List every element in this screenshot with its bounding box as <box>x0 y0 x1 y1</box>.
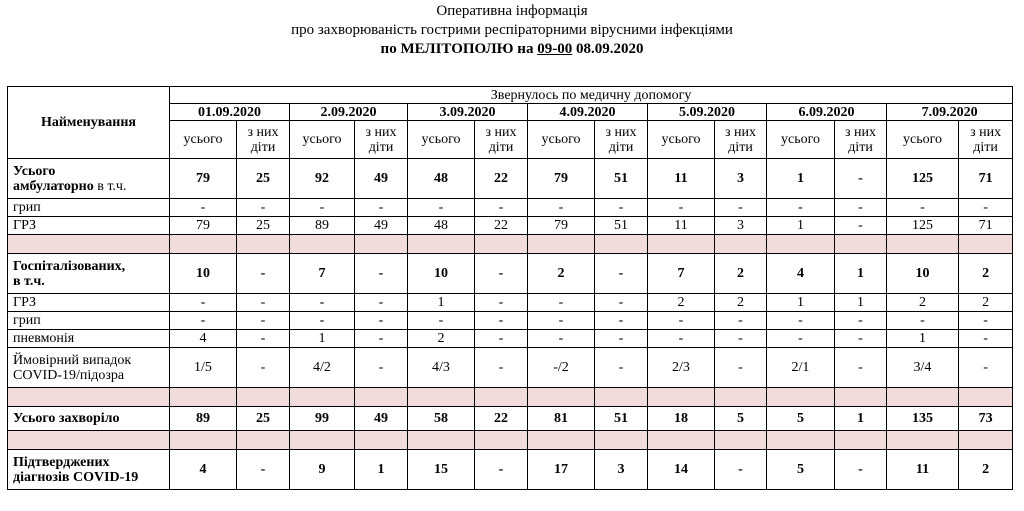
table-row <box>8 407 1013 431</box>
data-cell: 2 <box>715 294 767 312</box>
separator-cell <box>715 431 767 450</box>
subheader-children: з них діти <box>355 121 408 159</box>
subheader-children: з них діти <box>959 121 1013 159</box>
row-label <box>8 217 170 235</box>
data-cell: - <box>528 312 595 330</box>
date-header: 5.09.2020 <box>648 104 767 121</box>
data-cell: - <box>595 254 648 294</box>
data-cell: 2 <box>959 254 1013 294</box>
data-cell: - <box>648 312 715 330</box>
data-cell: 2 <box>959 294 1013 312</box>
table-group-header-row <box>8 87 1013 104</box>
data-cell: - <box>290 199 355 217</box>
data-cell: 25 <box>237 407 290 431</box>
data-cell: - <box>835 217 887 235</box>
separator-cell <box>408 388 475 407</box>
data-cell: 79 <box>170 159 237 199</box>
data-cell: - <box>475 348 528 388</box>
data-cell: - <box>408 199 475 217</box>
data-cell: 79 <box>170 217 237 235</box>
separator-cell <box>170 431 237 450</box>
separator-cell <box>475 388 528 407</box>
data-cell: 14 <box>648 450 715 490</box>
data-cell: 81 <box>528 407 595 431</box>
date-header: 01.09.2020 <box>170 104 290 121</box>
data-cell: 2 <box>887 294 959 312</box>
separator-cell <box>237 388 290 407</box>
data-cell: 1 <box>767 217 835 235</box>
separator-cell <box>475 235 528 254</box>
subheader-total: усього <box>170 121 237 159</box>
row-label-line1: Підтверджених <box>13 454 110 470</box>
table-row <box>8 312 1013 330</box>
separator-cell <box>170 235 237 254</box>
row-label <box>8 330 170 348</box>
data-cell: - <box>475 199 528 217</box>
data-cell: 4/2 <box>290 348 355 388</box>
data-cell: 9 <box>290 450 355 490</box>
data-cell: - <box>237 450 290 490</box>
table-row <box>8 330 1013 348</box>
separator-cell <box>528 235 595 254</box>
separator-cell <box>170 388 237 407</box>
separator-cell <box>648 388 715 407</box>
separator-row <box>8 388 1013 407</box>
data-cell: - <box>237 312 290 330</box>
header-location: по МЕЛІТОПОЛЮ на <box>380 41 538 57</box>
row-label-line1: Усього <box>13 163 56 179</box>
subheader-children: з них діти <box>475 121 528 159</box>
morbidity-table <box>7 86 1013 490</box>
data-cell: - <box>715 330 767 348</box>
data-cell: 51 <box>595 159 648 199</box>
separator-cell <box>8 235 170 254</box>
data-cell: - <box>715 199 767 217</box>
separator-cell <box>595 388 648 407</box>
data-cell: - <box>355 312 408 330</box>
row-label-line1: Госпіталізованих, <box>13 258 126 274</box>
separator-cell <box>8 431 170 450</box>
separator-cell <box>767 235 835 254</box>
data-cell: 1 <box>835 294 887 312</box>
data-cell: - <box>767 312 835 330</box>
row-label-line1: Ймовірний випадок <box>13 352 132 368</box>
row-label-line1: грип <box>13 200 41 215</box>
data-cell: 4 <box>170 450 237 490</box>
separator-cell <box>767 431 835 450</box>
data-cell: 3/4 <box>887 348 959 388</box>
separator-cell <box>237 235 290 254</box>
row-label-line1: ГРЗ <box>13 218 37 233</box>
data-cell: 2 <box>408 330 475 348</box>
header-date: 08.09.2020 <box>572 41 644 57</box>
date-header: 3.09.2020 <box>408 104 528 121</box>
data-cell: - <box>595 294 648 312</box>
date-header: 6.09.2020 <box>767 104 887 121</box>
data-cell: 10 <box>408 254 475 294</box>
data-cell: - <box>767 199 835 217</box>
data-cell: - <box>835 199 887 217</box>
data-cell: 99 <box>290 407 355 431</box>
data-cell: - <box>355 254 408 294</box>
data-cell: - <box>355 348 408 388</box>
data-cell: 5 <box>715 407 767 431</box>
separator-cell <box>648 235 715 254</box>
data-cell: 1 <box>355 450 408 490</box>
data-cell: - <box>475 312 528 330</box>
data-cell: 135 <box>887 407 959 431</box>
data-cell: 51 <box>595 217 648 235</box>
separator-cell <box>959 235 1013 254</box>
row-label <box>8 450 170 490</box>
row-label-line2: в т.ч. <box>13 273 45 289</box>
data-cell: - <box>595 348 648 388</box>
data-cell: 49 <box>355 217 408 235</box>
data-cell: 79 <box>528 217 595 235</box>
data-cell: 51 <box>595 407 648 431</box>
data-cell: 3 <box>715 159 767 199</box>
data-cell: 5 <box>767 407 835 431</box>
subheader-total: усього <box>767 121 835 159</box>
row-label-line1: пневмонія <box>13 331 75 346</box>
subheader-children: з них діти <box>715 121 767 159</box>
data-cell: 22 <box>475 159 528 199</box>
document-header <box>0 2 1024 59</box>
data-cell: 7 <box>290 254 355 294</box>
table-row <box>8 159 1013 199</box>
data-cell: - <box>887 199 959 217</box>
data-cell: - <box>237 294 290 312</box>
row-label <box>8 294 170 312</box>
date-header: 7.09.2020 <box>887 104 1013 121</box>
separator-cell <box>8 388 170 407</box>
row-label <box>8 348 170 388</box>
data-cell: -/2 <box>528 348 595 388</box>
data-cell: - <box>959 312 1013 330</box>
data-cell: - <box>355 294 408 312</box>
data-cell: - <box>528 199 595 217</box>
data-cell: - <box>595 312 648 330</box>
row-label-suffix: в т.ч. <box>93 178 127 194</box>
data-cell: - <box>767 330 835 348</box>
table-row <box>8 450 1013 490</box>
data-cell: 2 <box>715 254 767 294</box>
data-cell: - <box>237 199 290 217</box>
separator-cell <box>648 431 715 450</box>
data-cell: 73 <box>959 407 1013 431</box>
data-cell: - <box>835 330 887 348</box>
separator-cell <box>475 431 528 450</box>
data-cell: 3 <box>715 217 767 235</box>
name-column-header: Найменування <box>8 87 170 159</box>
data-cell: 49 <box>355 159 408 199</box>
data-cell: - <box>290 312 355 330</box>
separator-cell <box>715 235 767 254</box>
separator-cell <box>237 431 290 450</box>
data-cell: 2 <box>959 450 1013 490</box>
data-cell: 1 <box>835 254 887 294</box>
data-cell: 89 <box>170 407 237 431</box>
row-label-line1: грип <box>13 313 41 328</box>
data-cell: 2 <box>528 254 595 294</box>
row-label-line2: амбулаторно <box>13 178 94 194</box>
data-cell: 71 <box>959 159 1013 199</box>
separator-cell <box>290 235 355 254</box>
separator-cell <box>290 431 355 450</box>
separator-cell <box>959 431 1013 450</box>
data-cell: 2/3 <box>648 348 715 388</box>
data-cell: 25 <box>237 159 290 199</box>
data-cell: 25 <box>237 217 290 235</box>
separator-row <box>8 431 1013 450</box>
data-cell: - <box>170 312 237 330</box>
subheader-total: усього <box>528 121 595 159</box>
data-cell: - <box>959 199 1013 217</box>
separator-cell <box>355 431 408 450</box>
separator-cell <box>959 388 1013 407</box>
subheader-children: з них діти <box>237 121 290 159</box>
separator-cell <box>595 235 648 254</box>
data-cell: - <box>715 450 767 490</box>
data-cell: - <box>290 294 355 312</box>
separator-cell <box>290 388 355 407</box>
data-cell: - <box>835 159 887 199</box>
data-cell: 79 <box>528 159 595 199</box>
data-cell: 2/1 <box>767 348 835 388</box>
separator-cell <box>408 235 475 254</box>
data-cell: 22 <box>475 407 528 431</box>
data-cell: 3 <box>595 450 648 490</box>
subheader-total: усього <box>290 121 355 159</box>
data-cell: 48 <box>408 159 475 199</box>
data-cell: - <box>715 348 767 388</box>
data-cell: 92 <box>290 159 355 199</box>
row-label-line2: діагнозів COVID-19 <box>13 469 139 485</box>
separator-cell <box>715 388 767 407</box>
data-cell: 10 <box>887 254 959 294</box>
subheader-total: усього <box>408 121 475 159</box>
row-label-line2: COVID-19/підозра <box>13 367 125 383</box>
data-cell: - <box>408 312 475 330</box>
data-cell: 4 <box>170 330 237 348</box>
table-row <box>8 254 1013 294</box>
separator-cell <box>887 388 959 407</box>
data-cell: 11 <box>648 159 715 199</box>
data-cell: 17 <box>528 450 595 490</box>
data-cell: - <box>237 330 290 348</box>
table-row <box>8 199 1013 217</box>
row-label-line1: Усього захворіло <box>13 411 120 426</box>
separator-cell <box>355 235 408 254</box>
data-cell: 1/5 <box>170 348 237 388</box>
data-cell: - <box>475 294 528 312</box>
separator-cell <box>767 388 835 407</box>
data-cell: - <box>528 294 595 312</box>
data-cell: - <box>237 348 290 388</box>
data-cell: 22 <box>475 217 528 235</box>
row-label <box>8 159 170 199</box>
separator-cell <box>887 235 959 254</box>
data-cell: 49 <box>355 407 408 431</box>
separator-cell <box>595 431 648 450</box>
separator-cell <box>835 388 887 407</box>
separator-cell <box>528 431 595 450</box>
row-label-line1: ГРЗ <box>13 295 37 310</box>
data-cell: - <box>528 330 595 348</box>
data-cell: 1 <box>767 159 835 199</box>
data-cell: 71 <box>959 217 1013 235</box>
data-cell: - <box>648 199 715 217</box>
data-cell: 4 <box>767 254 835 294</box>
separator-cell <box>408 431 475 450</box>
data-cell: - <box>355 199 408 217</box>
separator-cell <box>528 388 595 407</box>
header-location-date <box>0 40 1024 59</box>
data-cell: 1 <box>767 294 835 312</box>
header-time: 09-00 <box>537 41 573 57</box>
separator-cell <box>835 235 887 254</box>
data-cell: 125 <box>887 217 959 235</box>
data-cell: 1 <box>887 330 959 348</box>
data-cell: 89 <box>290 217 355 235</box>
data-cell: - <box>959 330 1013 348</box>
data-cell: 5 <box>767 450 835 490</box>
data-cell: - <box>835 450 887 490</box>
date-header: 4.09.2020 <box>528 104 648 121</box>
subheader-children: з них діти <box>835 121 887 159</box>
date-header: 2.09.2020 <box>290 104 408 121</box>
separator-cell <box>887 431 959 450</box>
data-cell: - <box>475 330 528 348</box>
header-subtitle: про захворюваність гострими респіраторними вірусними інфекціями <box>291 22 733 38</box>
data-cell: - <box>475 450 528 490</box>
data-cell: 15 <box>408 450 475 490</box>
data-cell: - <box>170 199 237 217</box>
separator-row <box>8 235 1013 254</box>
group-header: Звернулось по медичну допомогу <box>170 87 1013 104</box>
row-label <box>8 312 170 330</box>
data-cell: - <box>835 312 887 330</box>
row-label <box>8 199 170 217</box>
data-cell: 1 <box>835 407 887 431</box>
data-cell: - <box>595 330 648 348</box>
table-row <box>8 348 1013 388</box>
data-cell: - <box>959 348 1013 388</box>
data-cell: - <box>715 312 767 330</box>
data-cell: 1 <box>290 330 355 348</box>
row-label <box>8 254 170 294</box>
data-cell: - <box>355 330 408 348</box>
data-cell: 125 <box>887 159 959 199</box>
data-cell: - <box>887 312 959 330</box>
data-cell: 1 <box>408 294 475 312</box>
table-row <box>8 294 1013 312</box>
data-cell: 10 <box>170 254 237 294</box>
data-cell: 58 <box>408 407 475 431</box>
data-cell: - <box>648 330 715 348</box>
data-cell: 48 <box>408 217 475 235</box>
data-cell: - <box>595 199 648 217</box>
separator-cell <box>355 388 408 407</box>
data-cell: - <box>237 254 290 294</box>
data-cell: 11 <box>887 450 959 490</box>
row-label <box>8 407 170 431</box>
data-cell: - <box>170 294 237 312</box>
data-cell: - <box>835 348 887 388</box>
data-cell: 18 <box>648 407 715 431</box>
separator-cell <box>835 431 887 450</box>
subheader-total: усього <box>887 121 959 159</box>
data-cell: 11 <box>648 217 715 235</box>
subheader-children: з них діти <box>595 121 648 159</box>
data-cell: 4/3 <box>408 348 475 388</box>
header-title: Оперативна інформація <box>436 3 588 19</box>
data-cell: - <box>475 254 528 294</box>
subheader-total: усього <box>648 121 715 159</box>
table-row <box>8 217 1013 235</box>
data-cell: 2 <box>648 294 715 312</box>
data-cell: 7 <box>648 254 715 294</box>
